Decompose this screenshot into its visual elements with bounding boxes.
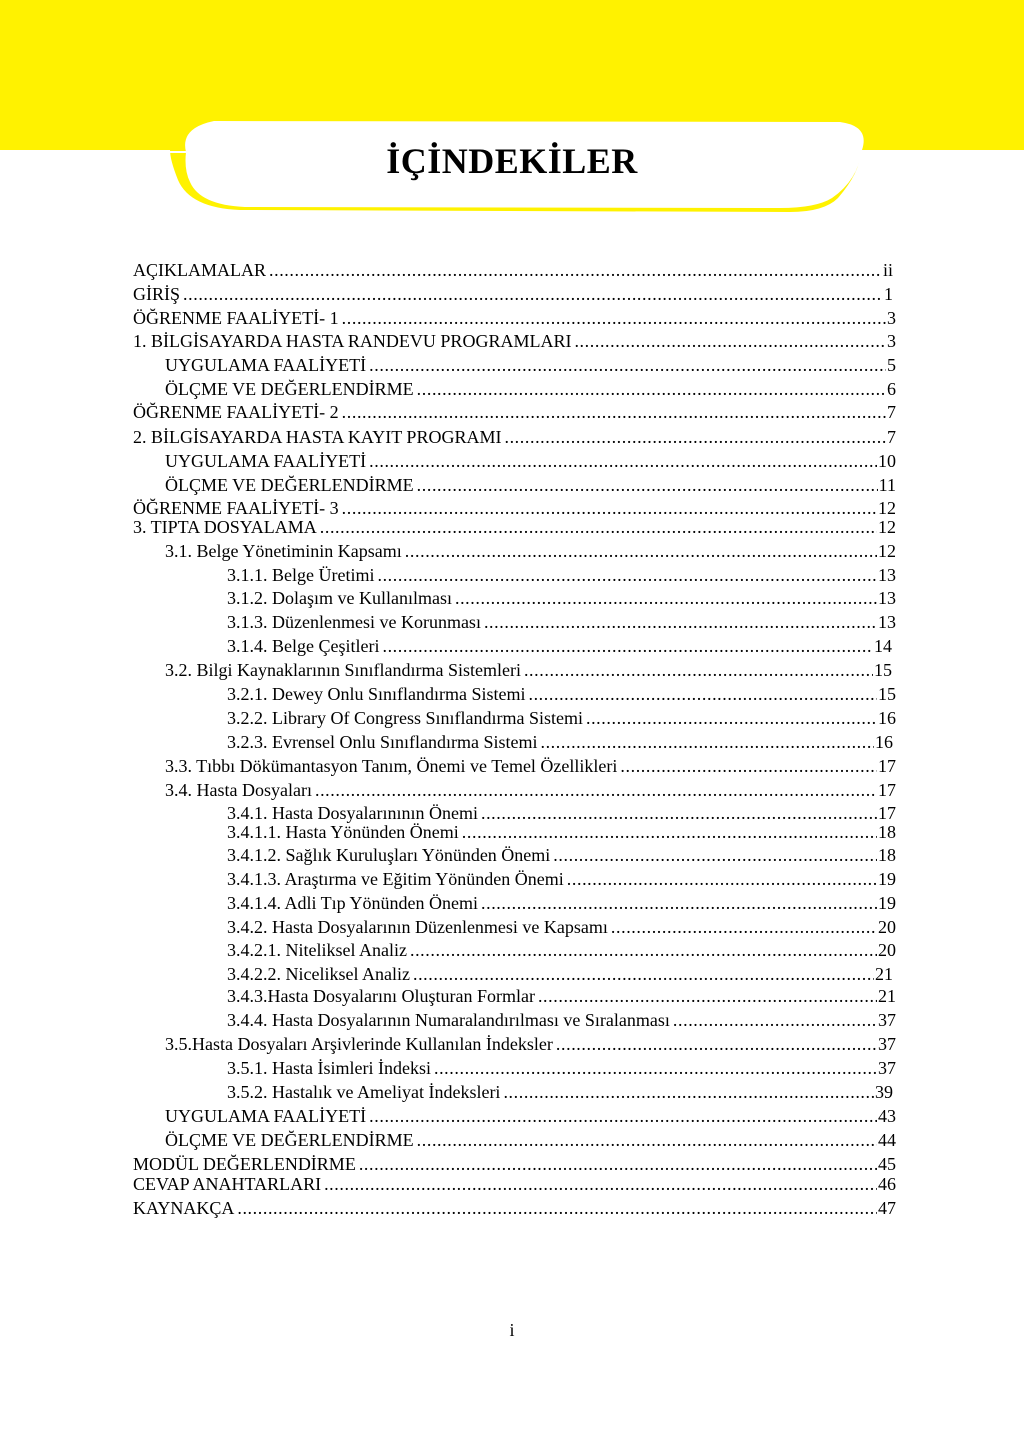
toc-entry-label: 3.4.2. Hasta Dosyalarının Düzenlenmesi ve Kapsamı bbox=[227, 917, 608, 937]
toc-entry[interactable] bbox=[227, 962, 893, 986]
toc-dot-leader bbox=[410, 938, 877, 962]
toc-dot-leader bbox=[324, 1172, 877, 1196]
toc-dot-leader bbox=[417, 473, 878, 497]
toc-dot-leader bbox=[369, 449, 877, 473]
toc-entry-page: 13 bbox=[878, 612, 896, 632]
toc-entry-page: 1 bbox=[884, 284, 893, 304]
toc-entry[interactable] bbox=[165, 473, 896, 497]
toc-entry-label: 1. BİLGİSAYARDA HASTA RANDEVU PROGRAMLARI bbox=[133, 331, 572, 351]
page-title: İÇİNDEKİLER bbox=[386, 141, 638, 181]
toc-dot-leader bbox=[369, 1104, 877, 1128]
toc-entry-label: GİRİŞ bbox=[133, 284, 181, 304]
toc-entry-label: 3.2.1. Dewey Onlu Sınıflandırma Sistemi bbox=[227, 684, 526, 704]
toc-entry[interactable] bbox=[165, 658, 892, 682]
toc-entry[interactable] bbox=[227, 1080, 893, 1104]
toc-entry-page: 10 bbox=[878, 451, 896, 471]
toc-entry-page: 15 bbox=[874, 660, 892, 680]
toc-entry[interactable] bbox=[133, 425, 896, 449]
toc-entry-page: 18 bbox=[878, 845, 896, 865]
toc-entry-page: 13 bbox=[878, 588, 896, 608]
toc-entry-page: 15 bbox=[878, 684, 896, 704]
toc-entry-page: 6 bbox=[887, 379, 896, 399]
toc-entry[interactable] bbox=[227, 938, 896, 962]
toc-entry-page: 20 bbox=[878, 917, 896, 937]
toc-entry-label: 3.4.1.3. Araştırma ve Eğitim Yönünden Önemi bbox=[227, 869, 564, 889]
toc-entry-label: 3.1. Belge Yönetiminin Kapsamı bbox=[165, 541, 402, 561]
toc-dot-leader bbox=[382, 634, 873, 658]
toc-entry-page: 5 bbox=[887, 355, 896, 375]
toc-entry[interactable] bbox=[133, 1196, 896, 1220]
toc-entry-page: 46 bbox=[878, 1174, 896, 1194]
toc-entry-label: 2. BİLGİSAYARDA HASTA KAYIT PROGRAMI bbox=[133, 427, 502, 447]
toc-entry-label: KAYNAKÇA bbox=[133, 1198, 235, 1218]
toc-dot-leader bbox=[620, 754, 877, 778]
toc-entry-page: 16 bbox=[878, 708, 896, 728]
toc-entry[interactable] bbox=[165, 353, 896, 377]
toc-dot-leader bbox=[417, 1128, 877, 1152]
toc-entry[interactable] bbox=[133, 258, 893, 282]
toc-entry-page: ii bbox=[882, 260, 893, 280]
toc-entry-label: 3.4.1. Hasta Dosyalarınının Önemi bbox=[227, 803, 478, 823]
toc-dot-leader bbox=[574, 329, 886, 353]
toc-entry[interactable] bbox=[133, 1172, 896, 1196]
toc-entry-label: 3.4.1.4. Adli Tıp Yönünden Önemi bbox=[227, 893, 478, 913]
toc-entry-label: ÖLÇME VE DEĞERLENDİRME bbox=[165, 379, 414, 399]
toc-entry-page: 44 bbox=[878, 1130, 896, 1150]
toc-dot-leader bbox=[320, 515, 877, 539]
toc-dot-leader bbox=[315, 778, 877, 802]
toc-dot-leader bbox=[528, 682, 877, 706]
toc-entry-label: 3.4.2.1. Niteliksel Analiz bbox=[227, 940, 407, 960]
toc-entry-page: 7 bbox=[887, 402, 896, 422]
toc-entry-page: 12 bbox=[878, 517, 896, 537]
toc-entry-label: ÖLÇME VE DEĞERLENDİRME bbox=[165, 1130, 414, 1150]
toc-entry[interactable] bbox=[133, 515, 896, 539]
toc-dot-leader bbox=[481, 891, 877, 915]
toc-dot-leader bbox=[183, 282, 883, 306]
toc-entry[interactable] bbox=[165, 1128, 896, 1152]
toc-entry-label: 3.5.2. Hastalık ve Ameliyat İndeksleri bbox=[227, 1082, 501, 1102]
toc-dot-leader bbox=[538, 984, 877, 1008]
toc-entry-label: 3.2. Bilgi Kaynaklarının Sınıflandırma Sistemleri bbox=[165, 660, 521, 680]
toc-entry-label: 3.4.3.Hasta Dosyalarını Oluşturan Formlar bbox=[227, 986, 535, 1006]
toc-entry-label: 3.4.1.2. Sağlık Kuruluşları Yönünden Önemi bbox=[227, 845, 551, 865]
toc-entry[interactable] bbox=[227, 610, 896, 634]
toc-entry-page: 3 bbox=[887, 308, 896, 328]
toc-entry-page: 17 bbox=[878, 780, 896, 800]
toc-dot-leader bbox=[342, 400, 886, 424]
toc-entry-page: 37 bbox=[878, 1058, 896, 1078]
toc-dot-leader bbox=[413, 962, 874, 986]
toc-entry-page: 14 bbox=[874, 636, 892, 656]
toc-entry[interactable] bbox=[133, 329, 896, 353]
toc-dot-leader bbox=[417, 377, 886, 401]
toc-entry-label: AÇIKLAMALAR bbox=[133, 260, 266, 280]
toc-entry-label: UYGULAMA FAALİYETİ bbox=[165, 1106, 367, 1126]
toc-entry-label: 3.1.1. Belge Üretimi bbox=[227, 565, 375, 585]
toc-entry[interactable] bbox=[165, 1032, 896, 1056]
toc-entry-label: CEVAP ANAHTARLARI bbox=[133, 1174, 322, 1194]
toc-entry-page: 17 bbox=[878, 756, 896, 776]
toc-entry-label: 3.1.2. Dolaşım ve Kullanılması bbox=[227, 588, 452, 608]
toc-entry[interactable] bbox=[165, 778, 896, 802]
toc-dot-leader bbox=[455, 586, 877, 610]
toc-entry-label: UYGULAMA FAALİYETİ bbox=[165, 451, 367, 471]
toc-entry-page: 3 bbox=[887, 331, 896, 351]
toc-entry[interactable] bbox=[133, 306, 896, 330]
toc-entry-label: 3.2.3. Evrensel Onlu Sınıflandırma Sistemi bbox=[227, 732, 538, 752]
toc-dot-leader bbox=[553, 843, 877, 867]
toc-entry-page: 37 bbox=[878, 1010, 896, 1030]
toc-entry-page: 11 bbox=[878, 475, 896, 495]
toc-entry[interactable] bbox=[165, 377, 896, 401]
toc-dot-leader bbox=[434, 1056, 877, 1080]
toc-entry[interactable] bbox=[227, 1056, 896, 1080]
toc-dot-leader bbox=[586, 706, 877, 730]
toc-entry-label: MODÜL DEĞERLENDİRME bbox=[133, 1154, 356, 1174]
toc-entry[interactable] bbox=[227, 706, 896, 730]
toc-entry-label: 3.2.2. Library Of Congress Sınıflandırma Sistemi bbox=[227, 708, 583, 728]
toc-entry-label: 3.3. Tıbbı Dökümantasyon Tanım, Önemi ve Temel Özellikleri bbox=[165, 756, 618, 776]
toc-entry-page: 43 bbox=[878, 1106, 896, 1126]
toc-entry-label: 3.1.3. Düzenlenmesi ve Korunması bbox=[227, 612, 481, 632]
toc-entry[interactable] bbox=[227, 867, 896, 891]
toc-entry-label: 3.1.4. Belge Çeşitleri bbox=[227, 636, 380, 656]
toc-dot-leader bbox=[503, 1080, 874, 1104]
toc-entry-page: 37 bbox=[878, 1034, 896, 1054]
toc-entry-label: ÖĞRENME FAALİYETİ- 1 bbox=[133, 308, 339, 328]
toc-dot-leader bbox=[524, 658, 873, 682]
toc-entry-label: 3.5.Hasta Dosyaları Arşivlerinde Kullanılan İndeksler bbox=[165, 1034, 553, 1054]
toc-entry[interactable] bbox=[227, 563, 896, 587]
toc-entry[interactable] bbox=[165, 754, 896, 778]
toc-entry-label: 3.4.4. Hasta Dosyalarının Numaralandırılması ve Sıralanması bbox=[227, 1010, 670, 1030]
toc-dot-leader bbox=[673, 1008, 877, 1032]
toc-entry[interactable] bbox=[165, 449, 896, 473]
toc-entry-page: 18 bbox=[878, 822, 896, 842]
toc-entry[interactable] bbox=[133, 400, 896, 424]
toc-entry[interactable] bbox=[227, 586, 896, 610]
toc-entry[interactable] bbox=[227, 634, 892, 658]
toc-entry-page: 21 bbox=[878, 986, 896, 1006]
toc-entry[interactable] bbox=[227, 820, 896, 844]
toc-entry[interactable] bbox=[227, 843, 896, 867]
toc-entry[interactable] bbox=[227, 682, 896, 706]
toc-dot-leader bbox=[540, 730, 874, 754]
toc-dot-leader bbox=[556, 1032, 877, 1056]
toc-entry-label: 3.5.1. Hasta İsimleri İndeksi bbox=[227, 1058, 431, 1078]
toc-entry-label: 3.4. Hasta Dosyaları bbox=[165, 780, 312, 800]
toc-entry-page: 47 bbox=[878, 1198, 896, 1218]
toc-dot-leader bbox=[405, 539, 877, 563]
toc-dot-leader bbox=[342, 306, 886, 330]
toc-entry-page: 13 bbox=[878, 565, 896, 585]
toc-dot-leader bbox=[611, 915, 877, 939]
toc-entry-label: 3.4.2.2. Niceliksel Analiz bbox=[227, 964, 410, 984]
toc-dot-leader bbox=[237, 1196, 877, 1220]
toc-dot-leader bbox=[369, 353, 886, 377]
toc-entry[interactable] bbox=[227, 730, 893, 754]
toc-entry-page: 20 bbox=[878, 940, 896, 960]
toc-entry-page: 16 bbox=[875, 732, 893, 752]
toc-entry-page: 39 bbox=[875, 1082, 893, 1102]
toc-entry-page: 17 bbox=[878, 803, 896, 823]
toc-entry[interactable] bbox=[165, 1104, 896, 1128]
toc-entry-page: 12 bbox=[878, 498, 896, 518]
toc-entry-label: ÖLÇME VE DEĞERLENDİRME bbox=[165, 475, 414, 495]
toc-entry-page: 45 bbox=[878, 1154, 896, 1174]
toc-entry[interactable] bbox=[227, 984, 896, 1008]
toc-entry[interactable] bbox=[133, 282, 893, 306]
toc-entry[interactable] bbox=[165, 539, 896, 563]
toc-entry[interactable] bbox=[227, 891, 896, 915]
toc-dot-leader bbox=[462, 820, 877, 844]
toc-entry-label: 3. TIPTA DOSYALAMA bbox=[133, 517, 317, 537]
toc-dot-leader bbox=[567, 867, 877, 891]
toc-dot-leader bbox=[269, 258, 882, 282]
toc-entry-page: 12 bbox=[878, 541, 896, 561]
toc-entry[interactable] bbox=[227, 915, 896, 939]
toc-entry-label: UYGULAMA FAALİYETİ bbox=[165, 355, 367, 375]
toc-entry-label: 3.4.1.1. Hasta Yönünden Önemi bbox=[227, 822, 459, 842]
toc-entry-page: 7 bbox=[887, 427, 896, 447]
toc-dot-leader bbox=[377, 563, 877, 587]
page-number: i bbox=[509, 1320, 515, 1340]
toc-entry-page: 19 bbox=[878, 869, 896, 889]
toc-entry-label: ÖĞRENME FAALİYETİ- 3 bbox=[133, 498, 339, 518]
toc-entry-label: ÖĞRENME FAALİYETİ- 2 bbox=[133, 402, 339, 422]
toc-entry[interactable] bbox=[227, 1008, 896, 1032]
toc-dot-leader bbox=[504, 425, 886, 449]
toc-entry-page: 21 bbox=[875, 964, 893, 984]
toc-entry-page: 19 bbox=[878, 893, 896, 913]
toc-dot-leader bbox=[484, 610, 877, 634]
